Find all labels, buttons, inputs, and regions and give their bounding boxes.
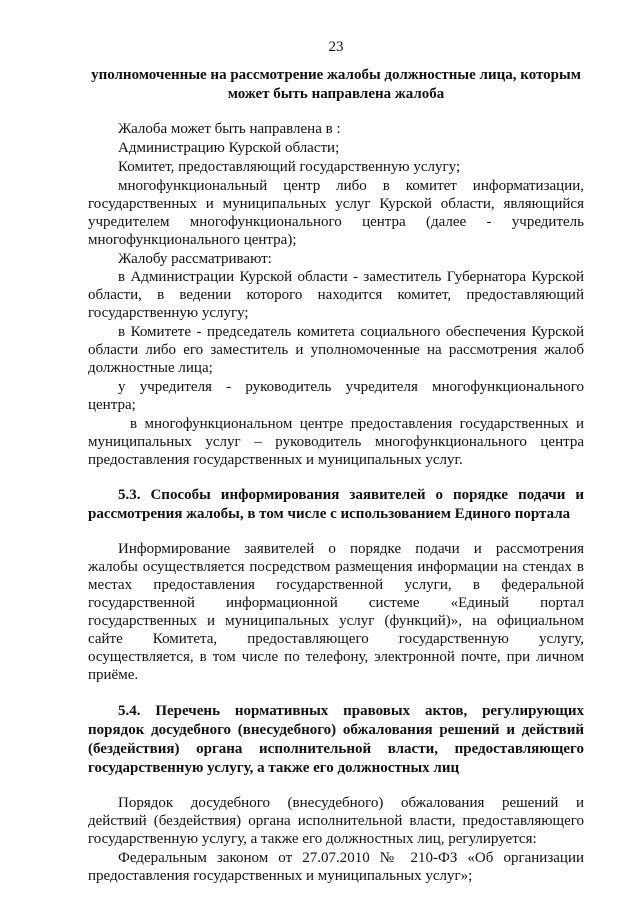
paragraph-line: муниципальных услуг – руководитель многофункционального центра xyxy=(88,434,584,450)
heading-5-3-line-2: рассмотрения жалобы, в том числе с использованием Единого портала xyxy=(88,506,571,522)
paragraph-line: Администрацию Курской области; xyxy=(118,140,340,156)
heading-5-4-line-3: (бездействия) органа исполнительной власти, предоставляющего xyxy=(88,741,584,757)
heading-officials-line-1: уполномоченные на рассмотрение жалобы должностные лица, которым xyxy=(91,67,581,83)
paragraph-line: местах предоставления государственной услуги, в федеральной xyxy=(88,577,584,593)
paragraph-line: должностные лица; xyxy=(88,360,213,376)
paragraph-line: в Администрации Курской области - заместитель Губернатора Курской xyxy=(118,269,584,285)
paragraph-line: жалобы осуществляется посредством размещения информации на стендах в xyxy=(88,559,584,575)
paragraph-line: государственной информационной системе «Единый портал xyxy=(88,595,584,611)
heading-5-4-line-1: 5.4. Перечень нормативных правовых актов, регулирующих xyxy=(118,703,584,719)
heading-5-3-line-1: 5.3. Способы информирования заявителей о порядке подачи и xyxy=(118,487,584,503)
paragraph-line: государственную услугу, а также его должностных лиц, регулируется: xyxy=(88,831,537,847)
paragraph-line: многофункциональный центр либо в комитет информатизации, xyxy=(118,178,584,194)
paragraph-line: у учредителя - руководитель учредителя многофункционального xyxy=(118,379,584,395)
heading-officials-line-2: может быть направлена жалоба xyxy=(227,86,445,102)
paragraph-line: области либо его заместитель и уполномоченные на рассмотрения жалоб xyxy=(88,342,584,358)
paragraph-line: центра; xyxy=(88,397,136,413)
paragraph-line: государственных и муниципальных услуг Курской области, являющийся xyxy=(88,196,584,212)
paragraph-line: Порядок досудебного (внесудебного) обжалования решений и xyxy=(118,795,584,811)
heading-5-4-line-4: государственную услугу, а также его должностных лиц xyxy=(88,760,460,776)
paragraph-line: Информирование заявителей о порядке подачи и рассмотрения xyxy=(118,541,584,557)
paragraph-line: в многофункциональном центре предоставления государственных и xyxy=(130,416,584,432)
paragraph-line: предоставления государственных и муниципальных услуг. xyxy=(88,452,463,468)
paragraph-line: Жалобу рассматривают: xyxy=(118,251,272,267)
paragraph-line: Федеральным законом от 27.07.2010 № 210-ФЗ «Об организации xyxy=(118,850,584,866)
paragraph-line: области, в ведении которого находится комитет, предоставляющий xyxy=(88,287,584,303)
paragraph-line: приёме. xyxy=(88,667,139,683)
page-number: 23 xyxy=(328,39,344,55)
paragraph-line: учредителем многофункционального центра (далее - учредитель xyxy=(88,214,584,230)
paragraph-line: предоставления государственных и муниципальных услуг»; xyxy=(88,868,473,884)
paragraph-line: государственных и муниципальных услуг (функций)», на официальном xyxy=(88,613,584,629)
paragraph-line: многофункционального центра); xyxy=(88,232,297,248)
heading-5-4-line-2: порядок досудебного (внесудебного) обжалования решений и действий xyxy=(88,722,584,738)
paragraph-line: сайте Комитета, предоставляющего государственную услугу, xyxy=(88,631,584,647)
paragraph-line: осуществляется, в том числе по телефону, электронной почте, при личном xyxy=(88,649,584,665)
paragraph-line: Жалоба может быть направлена в : xyxy=(118,121,341,137)
paragraph-line: Комитет, предоставляющий государственную услугу; xyxy=(118,159,461,175)
paragraph-line: действий (бездействия) органа исполнительной власти, предоставляющего xyxy=(88,813,584,829)
paragraph-line: в Комитете - председатель комитета социального обеспечения Курской xyxy=(118,324,584,340)
paragraph-line: государственную услугу; xyxy=(88,305,249,321)
